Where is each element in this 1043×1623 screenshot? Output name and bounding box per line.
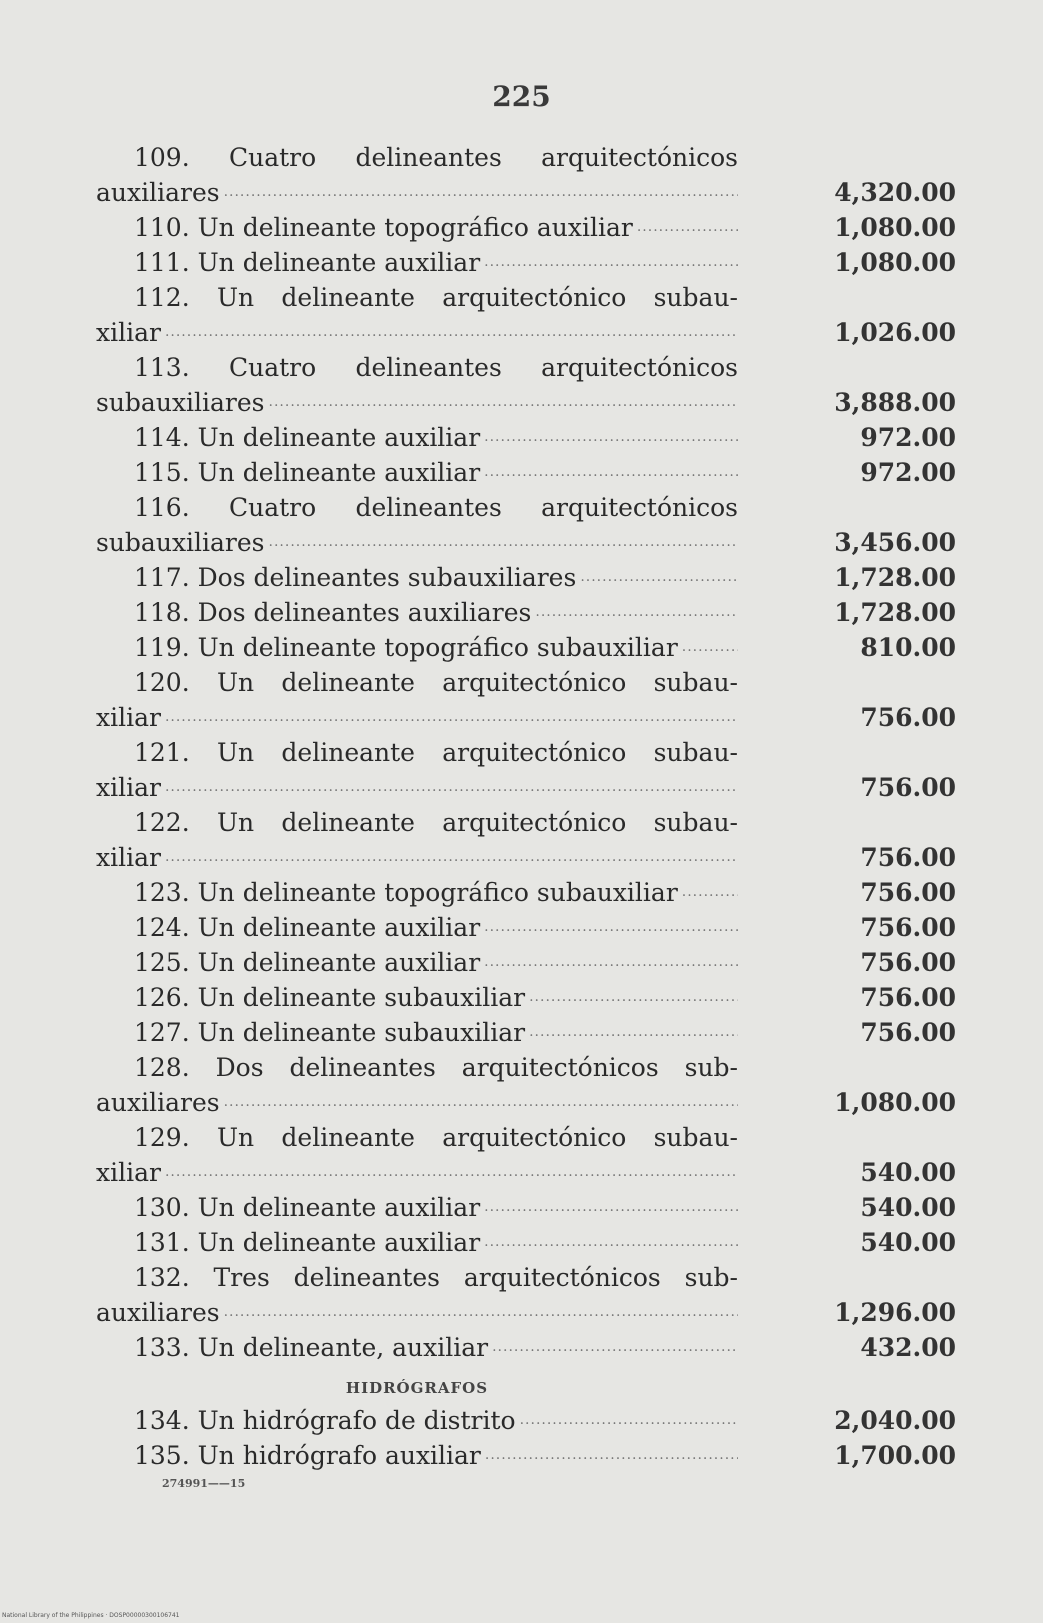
- entry-description: [96, 630, 738, 665]
- ledger-entry: [96, 805, 956, 875]
- printer-footnote: 274991——15: [162, 1477, 246, 1490]
- ledger-entry: [96, 1330, 956, 1365]
- entry-text-line: [96, 1225, 738, 1260]
- ledger-entry: [96, 1260, 956, 1330]
- entry-text-line: [96, 1330, 738, 1365]
- dot-leader: [480, 245, 738, 280]
- entry-text-line: 122. Un delineante arquitectónico subau-: [134, 808, 738, 837]
- entry-description: [96, 210, 738, 245]
- entry-label: 125. Un delineante auxiliar: [134, 948, 481, 977]
- entry-amount: 756.00: [860, 1018, 956, 1047]
- entry-text-line: 128. Dos delineantes arquitectónicos sub-: [134, 1053, 738, 1082]
- ledger-entry: [96, 210, 956, 245]
- entry-text-continuation: [96, 1155, 738, 1190]
- ledger-entry: [96, 1225, 956, 1260]
- entry-text-line: [96, 245, 738, 280]
- entries-list: [96, 140, 956, 1490]
- entry-text-continuation: [96, 175, 738, 210]
- entry-amount: 3,888.00: [834, 388, 956, 417]
- ledger-entry: [96, 910, 956, 945]
- entry-continuation-label: xiliar: [96, 843, 161, 872]
- dot-leader: [481, 1438, 738, 1473]
- ledger-entry: [96, 140, 956, 210]
- entry-text-line: [96, 1403, 738, 1438]
- entry-label: 126. Un delineante subauxiliar: [134, 983, 526, 1012]
- entry-continuation-label: auxiliares: [96, 178, 220, 207]
- entry-description: [96, 980, 738, 1015]
- dot-leader: [480, 1190, 738, 1225]
- dot-leader: [265, 525, 738, 560]
- dot-leader: [480, 420, 738, 455]
- ledger-entry: [96, 280, 956, 350]
- entry-label: 118. Dos delineantes auxiliares: [134, 598, 532, 627]
- entry-text-line: 129. Un delineante arquitectónico subau-: [134, 1123, 738, 1152]
- entry-label: 124. Un delineante auxiliar: [134, 913, 481, 942]
- entry-amount: 1,080.00: [834, 248, 956, 277]
- entry-text-line: 116. Cuatro delineantes arquitectónicos: [134, 493, 738, 522]
- entry-text-line: [96, 875, 738, 910]
- dot-leader: [480, 1225, 738, 1260]
- entry-text-continuation: [96, 840, 738, 875]
- entry-text-line: [96, 1438, 738, 1473]
- entry-description: [96, 140, 738, 210]
- scan-credit: National Library of the Philippines · DOSP00000300106741: [2, 1612, 180, 1619]
- dot-leader: [525, 1015, 738, 1050]
- dot-leader: [576, 560, 738, 595]
- entry-label: 111. Un delineante auxiliar: [134, 248, 481, 277]
- entry-text-continuation: [96, 385, 738, 420]
- entry-label: 130. Un delineante auxiliar: [134, 1193, 481, 1222]
- dot-leader: [678, 630, 738, 665]
- entry-description: [96, 245, 738, 280]
- ledger-entry: [96, 420, 956, 455]
- entry-description: [96, 1403, 738, 1438]
- entry-text-line: [96, 910, 738, 945]
- entry-label: 127. Un delineante subauxiliar: [134, 1018, 526, 1047]
- dot-leader: [525, 980, 738, 1015]
- dot-leader: [531, 595, 738, 630]
- entry-text-continuation: [96, 525, 738, 560]
- entry-continuation-label: xiliar: [96, 1158, 161, 1187]
- entry-label: 119. Un delineante topográfico subauxiliar: [134, 633, 678, 662]
- entry-description: [96, 455, 738, 490]
- entry-amount: 1,296.00: [834, 1298, 956, 1327]
- entry-continuation-label: auxiliares: [96, 1088, 220, 1117]
- entry-text-line: [96, 210, 738, 245]
- entry-description: [96, 1438, 738, 1473]
- entry-continuation-label: xiliar: [96, 318, 161, 347]
- entry-amount: 810.00: [860, 633, 956, 662]
- dot-leader: [488, 1330, 738, 1365]
- entry-text-continuation: [96, 700, 738, 735]
- entry-text-line: [96, 455, 738, 490]
- entry-text-line: 113. Cuatro delineantes arquitectónicos: [134, 353, 738, 382]
- entry-text-line: [96, 595, 738, 630]
- entry-description: [96, 735, 738, 805]
- entry-text-line: 121. Un delineante arquitectónico subau-: [134, 738, 738, 767]
- dot-leader: [161, 770, 738, 805]
- entry-amount: 972.00: [860, 423, 956, 452]
- ledger-entry: [96, 245, 956, 280]
- entry-text-continuation: [96, 315, 738, 350]
- entry-continuation-label: subauxiliares: [96, 528, 265, 557]
- dot-leader: [480, 945, 738, 980]
- entry-amount: 540.00: [860, 1158, 956, 1187]
- entry-amount: 756.00: [860, 703, 956, 732]
- ledger-entry: [96, 735, 956, 805]
- entry-label: 115. Un delineante auxiliar: [134, 458, 481, 487]
- ledger-entry: [96, 1403, 956, 1438]
- entry-label: 110. Un delineante topográfico auxiliar: [134, 213, 633, 242]
- entry-label: 135. Un hidrógrafo auxiliar: [134, 1441, 481, 1470]
- entry-label: 134. Un hidrógrafo de distrito: [134, 1406, 516, 1435]
- dot-leader: [480, 455, 738, 490]
- entry-amount: 756.00: [860, 773, 956, 802]
- entry-label: 133. Un delineante, auxiliar: [134, 1333, 489, 1362]
- dot-leader: [161, 1155, 738, 1190]
- entry-continuation-label: xiliar: [96, 773, 161, 802]
- entry-description: [96, 350, 738, 420]
- entry-text-line: [96, 560, 738, 595]
- entry-label: 117. Dos delineantes subauxiliares: [134, 563, 577, 592]
- entry-description: [96, 805, 738, 875]
- entry-amount: 756.00: [860, 913, 956, 942]
- entry-description: [96, 1225, 738, 1260]
- entry-text-continuation: [96, 1085, 738, 1120]
- entry-description: [96, 420, 738, 455]
- dot-leader: [516, 1403, 738, 1438]
- ledger-entry: [96, 1438, 956, 1473]
- entry-text-line: [96, 630, 738, 665]
- entry-amount: 1,700.00: [834, 1441, 956, 1470]
- entry-text-line: 109. Cuatro delineantes arquitectónicos: [134, 143, 738, 172]
- entry-amount: 1,080.00: [834, 1088, 956, 1117]
- entry-description: [96, 280, 738, 350]
- entry-description: [96, 1015, 738, 1050]
- entry-description: [96, 1190, 738, 1225]
- entry-text-line: [96, 980, 738, 1015]
- dot-leader: [265, 385, 738, 420]
- entry-text-line: 120. Un delineante arquitectónico subau-: [134, 668, 738, 697]
- dot-leader: [161, 840, 738, 875]
- page-number: 225: [492, 80, 551, 113]
- entry-amount: 540.00: [860, 1193, 956, 1222]
- entry-description: [96, 910, 738, 945]
- section-header: HIDRÓGRAFOS: [345, 1379, 489, 1397]
- ledger-entry: [96, 945, 956, 980]
- dot-leader: [633, 210, 738, 245]
- entry-text-line: [96, 1190, 738, 1225]
- entry-description: [96, 665, 738, 735]
- entry-amount: 756.00: [860, 843, 956, 872]
- entry-continuation-label: xiliar: [96, 703, 161, 732]
- entry-text-continuation: [96, 1295, 738, 1330]
- entry-amount: 2,040.00: [834, 1406, 956, 1435]
- entry-label: 114. Un delineante auxiliar: [134, 423, 481, 452]
- ledger-entry: [96, 1190, 956, 1225]
- entry-amount: 1,728.00: [834, 563, 956, 592]
- entry-continuation-label: auxiliares: [96, 1298, 220, 1327]
- entry-amount: 972.00: [860, 458, 956, 487]
- entry-amount: 1,026.00: [834, 318, 956, 347]
- entry-text-line: 132. Tres delineantes arquitectónicos sub-: [134, 1263, 738, 1292]
- ledger-entry: [96, 1120, 956, 1190]
- entry-text-line: [96, 420, 738, 455]
- entry-amount: 756.00: [860, 983, 956, 1012]
- dot-leader: [220, 1295, 738, 1330]
- ledger-entry: [96, 490, 956, 560]
- ledger-entry: [96, 980, 956, 1015]
- entry-description: [96, 945, 738, 980]
- ledger-entry: [96, 595, 956, 630]
- entry-amount: 3,456.00: [834, 528, 956, 557]
- entry-description: [96, 1120, 738, 1190]
- ledger-entry: [96, 1050, 956, 1120]
- ledger-entry: [96, 630, 956, 665]
- entry-description: [96, 490, 738, 560]
- entry-text-line: 112. Un delineante arquitectónico subau-: [134, 283, 738, 312]
- dot-leader: [220, 175, 738, 210]
- dot-leader: [161, 700, 738, 735]
- entry-description: [96, 1330, 738, 1365]
- dot-leader: [480, 910, 738, 945]
- entry-amount: 432.00: [860, 1333, 956, 1362]
- dot-leader: [161, 315, 738, 350]
- entry-description: [96, 595, 738, 630]
- entry-continuation-label: subauxiliares: [96, 388, 265, 417]
- ledger-entry: [96, 1015, 956, 1050]
- entry-amount: 756.00: [860, 948, 956, 977]
- ledger-entry: [96, 665, 956, 735]
- entry-description: [96, 560, 738, 595]
- ledger-entry: [96, 350, 956, 420]
- entry-amount: 540.00: [860, 1228, 956, 1257]
- entry-description: [96, 1050, 738, 1120]
- entry-description: [96, 1260, 738, 1330]
- dot-leader: [678, 875, 738, 910]
- entry-amount: 756.00: [860, 878, 956, 907]
- entry-amount: 1,728.00: [834, 598, 956, 627]
- entry-amount: 1,080.00: [834, 213, 956, 242]
- dot-leader: [220, 1085, 738, 1120]
- entry-label: 131. Un delineante auxiliar: [134, 1228, 481, 1257]
- entry-text-line: [96, 1015, 738, 1050]
- entry-text-line: [96, 945, 738, 980]
- ledger-entry: [96, 560, 956, 595]
- entry-amount: 4,320.00: [834, 178, 956, 207]
- ledger-entry: [96, 455, 956, 490]
- entry-description: [96, 875, 738, 910]
- entry-text-continuation: [96, 770, 738, 805]
- ledger-entry: [96, 875, 956, 910]
- entry-label: 123. Un delineante topográfico subauxiliar: [134, 878, 678, 907]
